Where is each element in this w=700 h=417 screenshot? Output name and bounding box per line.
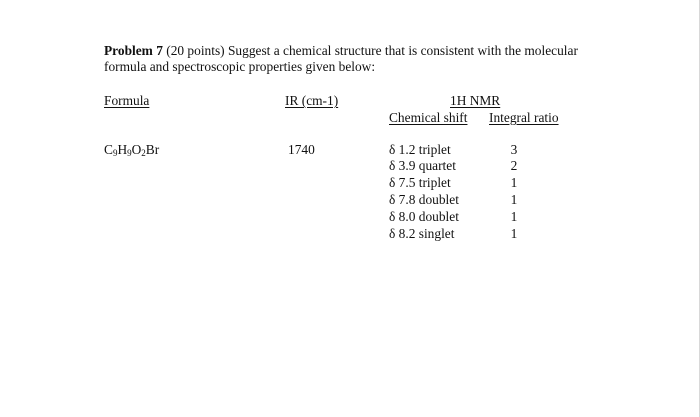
formula-c-subscript: 9 (112, 148, 118, 158)
integral-ratio-header: Integral ratio (489, 110, 559, 125)
problem-label: Problem 7 (104, 43, 163, 58)
chemical-shift-header: Chemical shift (389, 110, 468, 125)
nmr-shift: δ 8.0 doublet (389, 209, 459, 224)
nmr-header: 1H NMR (450, 93, 501, 108)
nmr-ratio: 1 (510, 192, 518, 207)
formula-h-subscript: 9 (127, 148, 132, 158)
ir-value: 1740 (288, 142, 315, 157)
formula-o-subscript: 2 (141, 148, 146, 158)
nmr-shift: δ 7.8 doublet (389, 192, 459, 207)
nmr-shift: δ 7.5 triplet (389, 175, 451, 190)
formula-header: Formula (104, 93, 150, 108)
formula-h: H (117, 142, 128, 157)
problem-statement-line-1 (104, 43, 578, 59)
nmr-shift: δ 8.2 singlet (389, 226, 455, 241)
nmr-shift: δ 3.9 quartet (389, 158, 456, 173)
nmr-ratio: 1 (510, 226, 518, 241)
nmr-ratio: 3 (510, 142, 518, 157)
nmr-ratio: 1 (510, 209, 518, 224)
ir-header: IR (cm-1) (285, 93, 339, 108)
nmr-ratio: 2 (510, 158, 518, 173)
problem-statement-line-2: formula and spectroscopic properties given below: (104, 59, 376, 74)
formula-o: O (131, 142, 142, 157)
molecular-formula (104, 142, 159, 158)
problem-text-1: (20 points) Suggest a chemical structure that is consistent with the molecular (162, 43, 578, 58)
nmr-ratio: 1 (510, 175, 518, 190)
formula-c: C (104, 142, 113, 157)
nmr-shift: δ 1.2 triplet (389, 142, 451, 157)
formula-br: Br (145, 142, 160, 157)
